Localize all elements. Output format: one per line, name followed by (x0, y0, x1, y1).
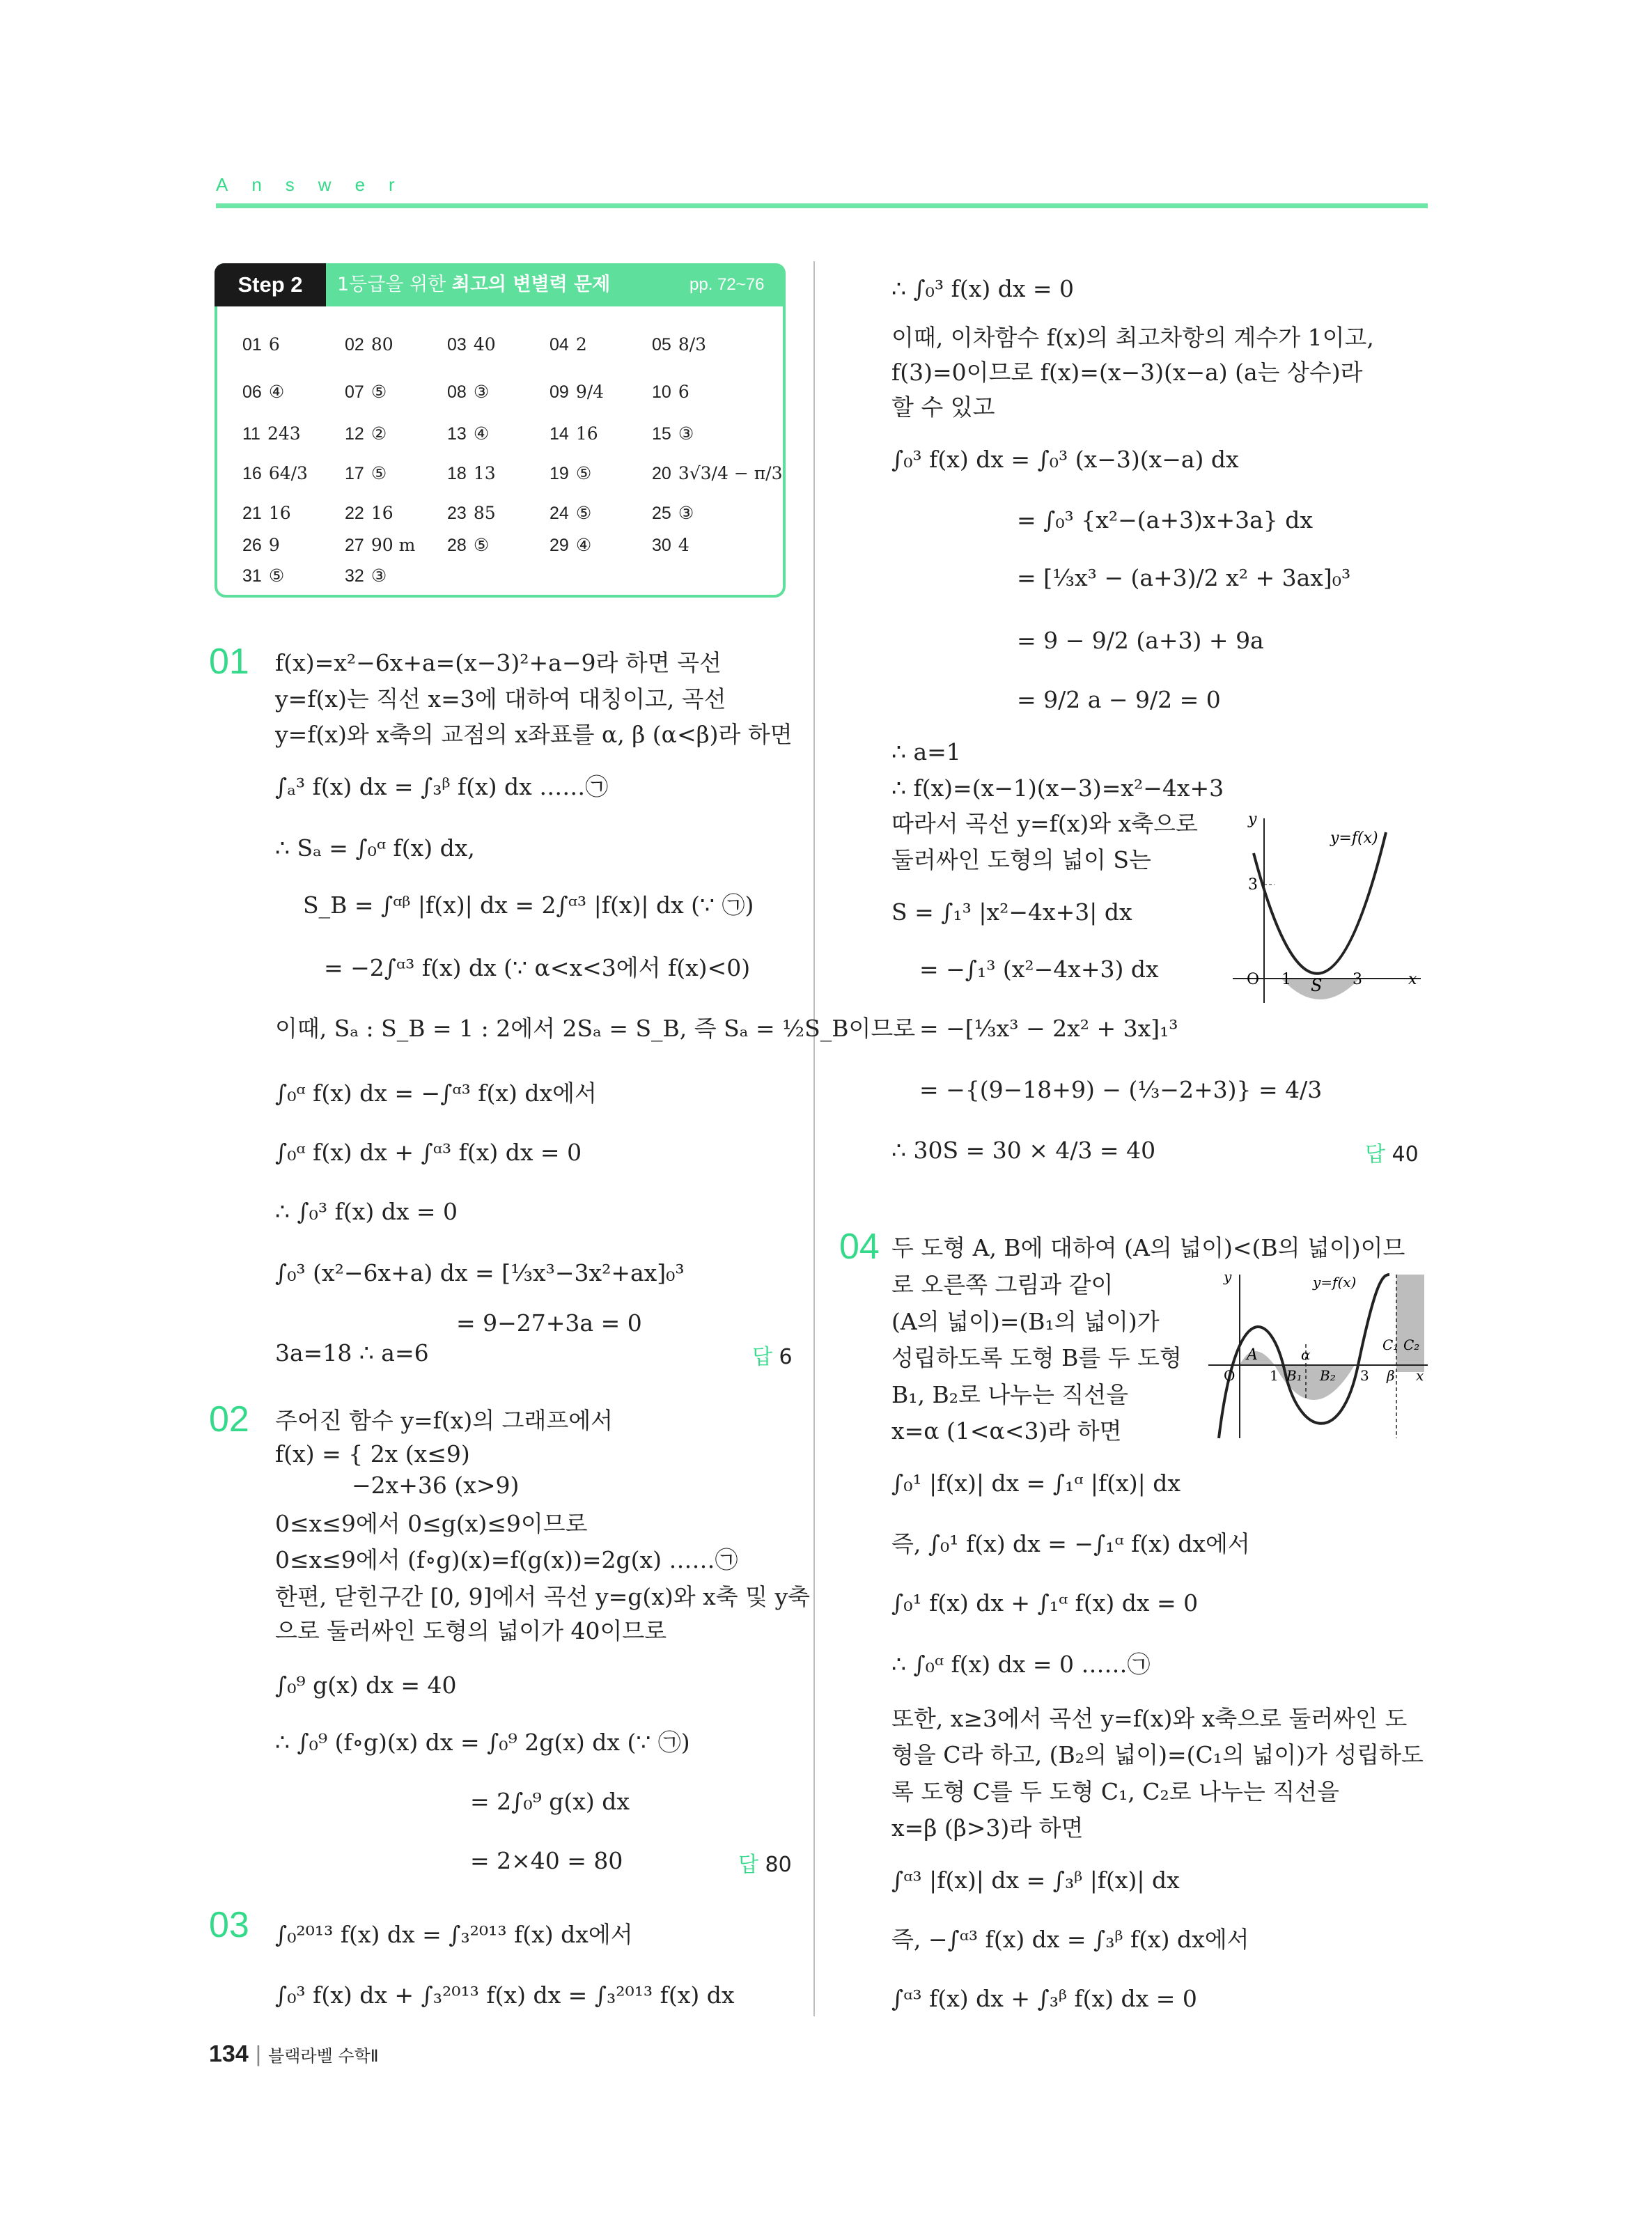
y-tick-3: 3 (1248, 876, 1258, 894)
answer-item-value: 40 (473, 334, 496, 355)
answer-item-number: 05 (652, 335, 671, 355)
step-title-bold: 최고의 변별력 문제 (451, 274, 611, 295)
answer-value: 6 (779, 1345, 793, 1369)
answer-item (345, 566, 387, 586)
curve-label: y=f(x) (1313, 1274, 1357, 1291)
region-c (1396, 1275, 1424, 1372)
solution-line: = −∫₁³ (x²−4x+3) dx (919, 956, 1159, 983)
answer-item-number: 31 (242, 566, 262, 586)
answer-item-number: 15 (652, 424, 671, 444)
answer-item-number: 13 (447, 424, 467, 444)
solution-line: 할 수 있고 (891, 394, 995, 421)
answer-item-number: 11 (242, 424, 260, 444)
answer-item (345, 463, 387, 484)
answer-item (652, 382, 689, 403)
answer-item-value: ③ (678, 423, 694, 444)
answer-item (652, 334, 706, 355)
solution-line: ∫₀⁹ g(x) dx = 40 (275, 1672, 457, 1699)
answer-item-value: 9/4 (575, 382, 605, 402)
curve-label: y=f(x) (1330, 830, 1378, 847)
solution-line: = [⅓x³ − (a+3)/2 x² + 3ax]₀³ (1017, 564, 1351, 591)
solution-line: = 2×40 = 80 (470, 1847, 623, 1874)
answer-item (550, 503, 591, 524)
solution-line: 형을 C라 하고, (B₂의 넓이)=(C₁의 넓이)가 성립하도 (891, 1741, 1424, 1768)
beta-label: β (1387, 1367, 1395, 1384)
answer-item-value: ③ (678, 503, 694, 523)
solution-line: 0≤x≤9에서 (f∘g)(x)=f(g(x))=2g(x) ……㉠ (275, 1546, 738, 1573)
solution-line: 주어진 함수 y=f(x)의 그래프에서 (275, 1407, 613, 1434)
solution-line: = 2∫₀⁹ g(x) dx (470, 1788, 630, 1815)
answer-item-number: 14 (550, 424, 569, 444)
answer-item (447, 503, 496, 524)
problem-number-01: 01 (209, 641, 249, 682)
section-header: Answer (216, 174, 419, 195)
answer-item (447, 423, 489, 444)
solution-line: y=f(x)와 x축의 교점의 x좌표를 α, β (α<β)라 하면 (275, 721, 793, 748)
answer-item-number: 20 (652, 464, 671, 483)
solution-line: −2x+36 (x>9) (352, 1472, 520, 1499)
answer-item-value: 4 (678, 535, 689, 555)
answer-item (447, 463, 496, 484)
answer-item-value: 80 (371, 334, 393, 355)
solution-line: = −2∫ᵅ³ f(x) dx (∵ α<x<3에서 f(x)<0) (324, 954, 751, 981)
origin-label: O (1224, 1367, 1236, 1384)
region-a-label: A (1247, 1346, 1258, 1364)
solution-line: 즉, −∫ᵅ³ f(x) dx = ∫₃ᵝ f(x) dx에서 (891, 1926, 1249, 1953)
answer-02 (738, 1847, 792, 1878)
solution-line: 즉, ∫₀¹ f(x) dx = −∫₁ᵅ f(x) dx에서 (891, 1530, 1250, 1557)
solution-line: 으로 둘러싸인 도형의 넓이가 40이므로 (275, 1617, 667, 1644)
answer-item-value: ⑤ (371, 463, 387, 483)
answer-item-number: 18 (447, 464, 467, 483)
solution-line: ∫ₐ³ f(x) dx = ∫₃ᵝ f(x) dx ……㉠ (275, 773, 609, 800)
answer-item-value: ④ (575, 535, 592, 555)
parabola-graph (1233, 811, 1428, 1006)
solution-line: 3a=18 ∴ a=6 (275, 1339, 429, 1366)
page-number: 134 (209, 2041, 249, 2067)
solution-line: = 9 − 9/2 (a+3) + 9a (1017, 627, 1264, 654)
answer-item (345, 382, 387, 403)
problem-number-04: 04 (839, 1226, 880, 1267)
solution-line: ∫₀¹ |f(x)| dx = ∫₁ᵅ |f(x)| dx (891, 1470, 1180, 1497)
answer-item (242, 334, 280, 355)
step-label: Step 2 (215, 263, 326, 306)
solution-line: y=f(x)는 직선 x=3에 대하여 대칭이고, 곡선 (275, 685, 726, 712)
solution-line: ∫₀³ f(x) dx + ∫₃²⁰¹³ f(x) dx = ∫₃²⁰¹³ f(x) dx (275, 1981, 735, 2009)
answer-item-number: 25 (652, 504, 671, 523)
answer-item (652, 535, 689, 556)
solution-line: ∫₀²⁰¹³ f(x) dx = ∫₃²⁰¹³ f(x) dx에서 (275, 1921, 633, 1948)
solution-line: x=α (1<α<3)라 하면 (891, 1417, 1122, 1444)
answer-item (345, 334, 393, 355)
answer-item-value: ⑤ (371, 382, 387, 402)
answer-item (345, 535, 415, 556)
answer-item-number: 30 (652, 536, 671, 555)
solution-line: x=β (β>3)라 하면 (891, 1814, 1084, 1841)
c2-label: C₂ (1403, 1337, 1420, 1353)
answer-item-number: 27 (345, 536, 364, 555)
answer-item (652, 503, 694, 524)
problem-number-03: 03 (209, 1905, 249, 1945)
step-pages: pp. 72~76 (689, 275, 765, 294)
problem-number-02: 02 (209, 1399, 249, 1440)
answer-item-number: 26 (242, 536, 262, 555)
answer-item-value: 3√3/4 − π/3 (678, 463, 783, 483)
x-tick-1: 1 (1270, 1367, 1279, 1384)
answer-label: 답 (752, 1345, 772, 1369)
solution-line: B₁, B₂로 나누는 직선을 (891, 1381, 1129, 1408)
answer-item-number: 23 (447, 504, 467, 523)
answer-item-number: 29 (550, 536, 569, 555)
answer-item-number: 04 (550, 335, 569, 355)
solution-line: f(3)=0이므로 f(x)=(x−3)(x−a) (a는 상수)라 (891, 359, 1363, 386)
solution-line: ∴ ∫₀³ f(x) dx = 0 (891, 275, 1075, 302)
solution-line: 둘러싸인 도형의 넓이 S는 (891, 846, 1151, 873)
answer-value: 40 (1392, 1142, 1419, 1167)
answer-item (550, 463, 591, 484)
solution-line: = 9/2 a − 9/2 = 0 (1017, 686, 1221, 713)
b2-label: B₂ (1320, 1367, 1336, 1384)
answer-item (447, 334, 496, 355)
answer-item-value: ④ (268, 382, 285, 402)
solution-line: 성립하도록 도형 B를 두 도형 (891, 1344, 1182, 1371)
answer-item (242, 566, 284, 586)
solution-line: S = ∫₁³ |x²−4x+3| dx (891, 898, 1132, 926)
solution-line: ∴ 30S = 30 × 4/3 = 40 (891, 1137, 1156, 1164)
c1-label: C₁ (1382, 1337, 1399, 1353)
answer-item-value: 16 (268, 503, 291, 523)
answer-item (242, 463, 308, 484)
answer-item-value: 16 (575, 423, 598, 444)
solution-line: ∴ ∫₀⁹ (f∘g)(x) dx = ∫₀⁹ 2g(x) dx (∵ ㉠) (275, 1729, 690, 1756)
x-tick-1: 1 (1281, 971, 1291, 988)
answer-item (550, 382, 604, 403)
answer-item-value: ④ (473, 423, 490, 444)
answer-item (242, 423, 301, 444)
answer-item-value: 90 m (371, 535, 416, 555)
answer-item-number: 09 (550, 382, 569, 402)
answer-item-number: 06 (242, 382, 262, 402)
solution-line: ∴ Sₐ = ∫₀ᵅ f(x) dx, (275, 834, 475, 862)
solution-line: ∫ᵅ³ |f(x)| dx = ∫₃ᵝ |f(x)| dx (891, 1867, 1180, 1894)
answer-item-value: 6 (678, 382, 689, 402)
answer-item-value: 64/3 (268, 463, 308, 483)
answer-03 (1365, 1137, 1419, 1167)
b1-label: B₁ (1286, 1367, 1302, 1384)
header-rule (216, 203, 1428, 208)
answer-item (652, 423, 694, 444)
answer-01 (752, 1339, 793, 1370)
solution-line: 0≤x≤9에서 0≤g(x)≤9이므로 (275, 1510, 588, 1537)
answer-item-number: 24 (550, 504, 569, 523)
answer-item-value: 2 (575, 334, 587, 355)
answer-item-number: 08 (447, 382, 467, 402)
answer-item-number: 17 (345, 464, 364, 483)
solution-line: ∫₀¹ f(x) dx + ∫₁ᵅ f(x) dx = 0 (891, 1589, 1199, 1617)
answer-item-value: ③ (473, 382, 490, 402)
answer-item-value: ③ (371, 566, 387, 586)
answer-item (242, 503, 291, 524)
solution-line: ∫₀³ f(x) dx = ∫₀³ (x−3)(x−a) dx (891, 446, 1239, 473)
solution-line: ∴ ∫₀³ f(x) dx = 0 (275, 1198, 458, 1225)
answer-item (550, 535, 591, 556)
answer-item (550, 334, 587, 355)
answer-item-value: 16 (371, 503, 393, 523)
page-footer: 134 | 블랙라벨 수학Ⅱ (209, 2041, 379, 2067)
solution-line: ∴ ∫₀ᵅ f(x) dx = 0 ……㉠ (891, 1651, 1151, 1678)
column-divider (813, 261, 815, 2016)
origin-label: O (1247, 971, 1260, 988)
answer-item (652, 463, 782, 484)
answer-item-number: 01 (242, 335, 262, 355)
answer-item-number: 07 (345, 382, 364, 402)
answer-item (447, 535, 489, 556)
solution-line: 록 도형 C를 두 도형 C₁, C₂로 나누는 직선을 (891, 1778, 1339, 1805)
answer-item-value: 243 (267, 423, 301, 444)
answer-item (242, 382, 284, 403)
answer-item-number: 19 (550, 464, 569, 483)
solution-line: 한편, 닫힌구간 [0, 9]에서 곡선 y=g(x)와 x축 및 y축 (275, 1583, 810, 1610)
x-axis-label: x (1416, 1367, 1424, 1384)
answer-item-number: 03 (447, 335, 467, 355)
answer-item-value: 6 (268, 334, 280, 355)
solution-line: = ∫₀³ {x²−(a+3)x+3a} dx (1017, 506, 1313, 534)
solution-line: 로 오른쪽 그림과 같이 (891, 1271, 1114, 1298)
solution-line: 이때, 이차함수 f(x)의 최고차항의 계수가 1이고, (891, 324, 1374, 351)
answer-item-value: 85 (473, 503, 496, 523)
alpha-label: α (1301, 1346, 1311, 1363)
solution-line: ∴ a=1 (891, 738, 961, 765)
answer-label: 답 (1365, 1142, 1385, 1167)
step-title (337, 263, 610, 306)
step-title-prefix: 1등급을 위한 (337, 274, 446, 295)
answer-item (550, 423, 598, 444)
x-tick-3: 3 (1360, 1367, 1369, 1384)
answer-item-number: 21 (242, 504, 262, 523)
solution-line: = 9−27+3a = 0 (456, 1309, 642, 1337)
solution-line: S_B = ∫ᵅᵝ |f(x)| dx = 2∫ᵅ³ |f(x)| dx (∵ ㉠) (303, 891, 754, 919)
solution-line: 두 도형 A, B에 대하여 (A의 넓이)<(B의 넓이)이므 (891, 1234, 1405, 1261)
answer-item-number: 12 (345, 424, 364, 444)
answer-item-number: 22 (345, 504, 364, 523)
answer-item-value: ⑤ (268, 566, 285, 586)
solution-line: = −[⅓x³ − 2x² + 3x]₁³ (919, 1015, 1178, 1042)
answer-item-number: 16 (242, 464, 262, 483)
solution-line: 또한, x≥3에서 곡선 y=f(x)와 x축으로 둘러싸인 도 (891, 1705, 1408, 1732)
solution-line: ∫ᵅ³ f(x) dx + ∫₃ᵝ f(x) dx = 0 (891, 1985, 1197, 2012)
solution-line: f(x) = { 2x (x≤9) (275, 1440, 470, 1467)
answer-item-number: 28 (447, 536, 467, 555)
solution-line: ∫₀³ (x²−6x+a) dx = [⅓x³−3x²+ax]₀³ (275, 1259, 685, 1286)
solution-line: ∫₀ᵅ f(x) dx + ∫ᵅ³ f(x) dx = 0 (275, 1139, 582, 1166)
y-axis-label: y (1248, 811, 1257, 828)
parabola-curve (1254, 832, 1386, 974)
solution-line: 이때, Sₐ : S_B = 1 : 2에서 2Sₐ = S_B, 즉 Sₐ = ½S_B이므로 (275, 1015, 916, 1042)
answer-item-value: ② (371, 423, 387, 444)
solution-line: 따라서 곡선 y=f(x)와 x축으로 (891, 810, 1198, 837)
answer-item-value: ⑤ (575, 463, 592, 483)
region-label: S (1311, 976, 1323, 995)
solution-line: ∫₀ᵅ f(x) dx = −∫ᵅ³ f(x) dx에서 (275, 1080, 597, 1107)
answer-item-number: 10 (652, 382, 671, 402)
x-axis-label: x (1408, 971, 1417, 988)
solution-line: ∴ f(x)=(x−1)(x−3)=x²−4x+3 (891, 774, 1224, 802)
answer-label: 답 (738, 1853, 758, 1877)
x-tick-3: 3 (1353, 971, 1362, 988)
answer-item-value: 9 (268, 535, 280, 555)
solution-line: (A의 넓이)=(B₁의 넓이)가 (891, 1308, 1160, 1335)
cubic-graph (1208, 1268, 1431, 1442)
answer-item-number: 02 (345, 335, 364, 355)
book-title: 블랙라벨 수학Ⅱ (268, 2046, 379, 2066)
answer-item (242, 535, 280, 556)
answer-item-value: ⑤ (473, 535, 490, 555)
answer-item-value: 8/3 (678, 334, 707, 355)
answer-item-number: 32 (345, 566, 364, 586)
answer-item-value: 13 (473, 463, 496, 483)
answer-item (447, 382, 489, 403)
y-axis-label: y (1224, 1268, 1232, 1285)
answer-item-value: ⑤ (575, 503, 592, 523)
answer-value: 80 (765, 1853, 792, 1877)
solution-line: f(x)=x²−6x+a=(x−3)²+a−9라 하면 곡선 (275, 649, 722, 676)
solution-line: = −{(9−18+9) − (⅓−2+3)} = 4/3 (919, 1076, 1323, 1103)
answer-item (345, 503, 393, 524)
answer-item (345, 423, 387, 444)
